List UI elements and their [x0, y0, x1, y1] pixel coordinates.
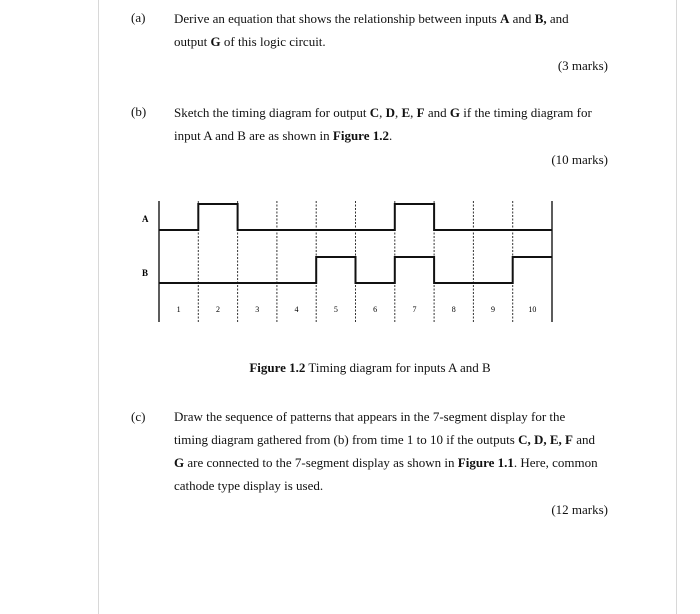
- text-run: Figure 1.1: [457, 455, 514, 470]
- text-run: of this logic circuit.: [220, 34, 326, 49]
- question-text-line: [174, 405, 608, 428]
- text-run: output: [174, 34, 211, 49]
- text-run: C, D, E, F: [518, 432, 573, 447]
- time-label: 3: [255, 305, 260, 314]
- text-run: .: [388, 128, 393, 143]
- text-run: ,: [379, 105, 386, 120]
- time-label: 10: [528, 305, 537, 314]
- text-run: F: [416, 105, 425, 120]
- text-run: ,: [410, 105, 417, 120]
- time-label: 1: [176, 305, 181, 314]
- text-run: Figure 1.2: [332, 128, 389, 143]
- question-c-label: (c): [131, 409, 146, 424]
- question-b-label: (b): [131, 104, 147, 119]
- text-run: G: [210, 34, 221, 49]
- question-a-marks: (3 marks): [557, 58, 608, 73]
- time-label: 9: [491, 305, 496, 314]
- time-label: 8: [451, 305, 456, 314]
- question-text-line: [174, 428, 608, 451]
- question-text-line: [174, 451, 608, 474]
- figure-caption-text: Timing diagram for inputs A and B: [305, 360, 491, 375]
- text-run: Derive an equation that shows the relationship between inputs: [174, 11, 501, 26]
- question-text-line: [174, 474, 608, 497]
- text-run: ,: [394, 105, 402, 120]
- question-b-marks: (10 marks): [551, 152, 608, 167]
- text-run: input A and B are as shown in: [174, 128, 333, 143]
- text-run: B,: [534, 11, 547, 26]
- question-a-label: (a): [131, 10, 146, 25]
- text-run: are connected to the 7-segment display as shown in: [184, 455, 458, 470]
- text-run: timing diagram gathered from (b) from time 1 to 10 if the outputs: [174, 432, 519, 447]
- time-label: 7: [412, 305, 417, 314]
- signal-b-waveform: [159, 257, 552, 283]
- signal-a-label: A: [142, 214, 149, 224]
- text-run: and: [509, 11, 535, 26]
- text-run: G: [174, 455, 185, 470]
- time-label: 4: [294, 305, 299, 314]
- text-run: Sketch the timing diagram for output: [174, 105, 370, 120]
- text-run: Draw the sequence of patterns that appears in the 7-segment display for the: [174, 409, 566, 424]
- time-label: 5: [333, 305, 338, 314]
- question-c-marks: (12 marks): [551, 502, 608, 517]
- figure-caption: [0, 360, 700, 376]
- signal-b-label: B: [142, 268, 149, 278]
- text-run: . Here, common: [513, 455, 598, 470]
- text-run: if the timing diagram for: [460, 105, 592, 120]
- text-run: E: [401, 105, 411, 120]
- text-run: G: [449, 105, 460, 120]
- text-run: and: [572, 432, 595, 447]
- text-run: D: [385, 105, 395, 120]
- text-run: cathode type display is used.: [174, 478, 324, 493]
- figure-caption-number: Figure 1.2: [249, 360, 306, 375]
- time-label: 6: [373, 305, 378, 314]
- text-run: C: [369, 105, 380, 120]
- time-label: 2: [215, 305, 220, 314]
- question-c-text: [174, 405, 608, 497]
- text-run: and: [546, 11, 569, 26]
- text-run: and: [424, 105, 450, 120]
- time-labels: [177, 305, 537, 314]
- text-run: A: [500, 11, 510, 26]
